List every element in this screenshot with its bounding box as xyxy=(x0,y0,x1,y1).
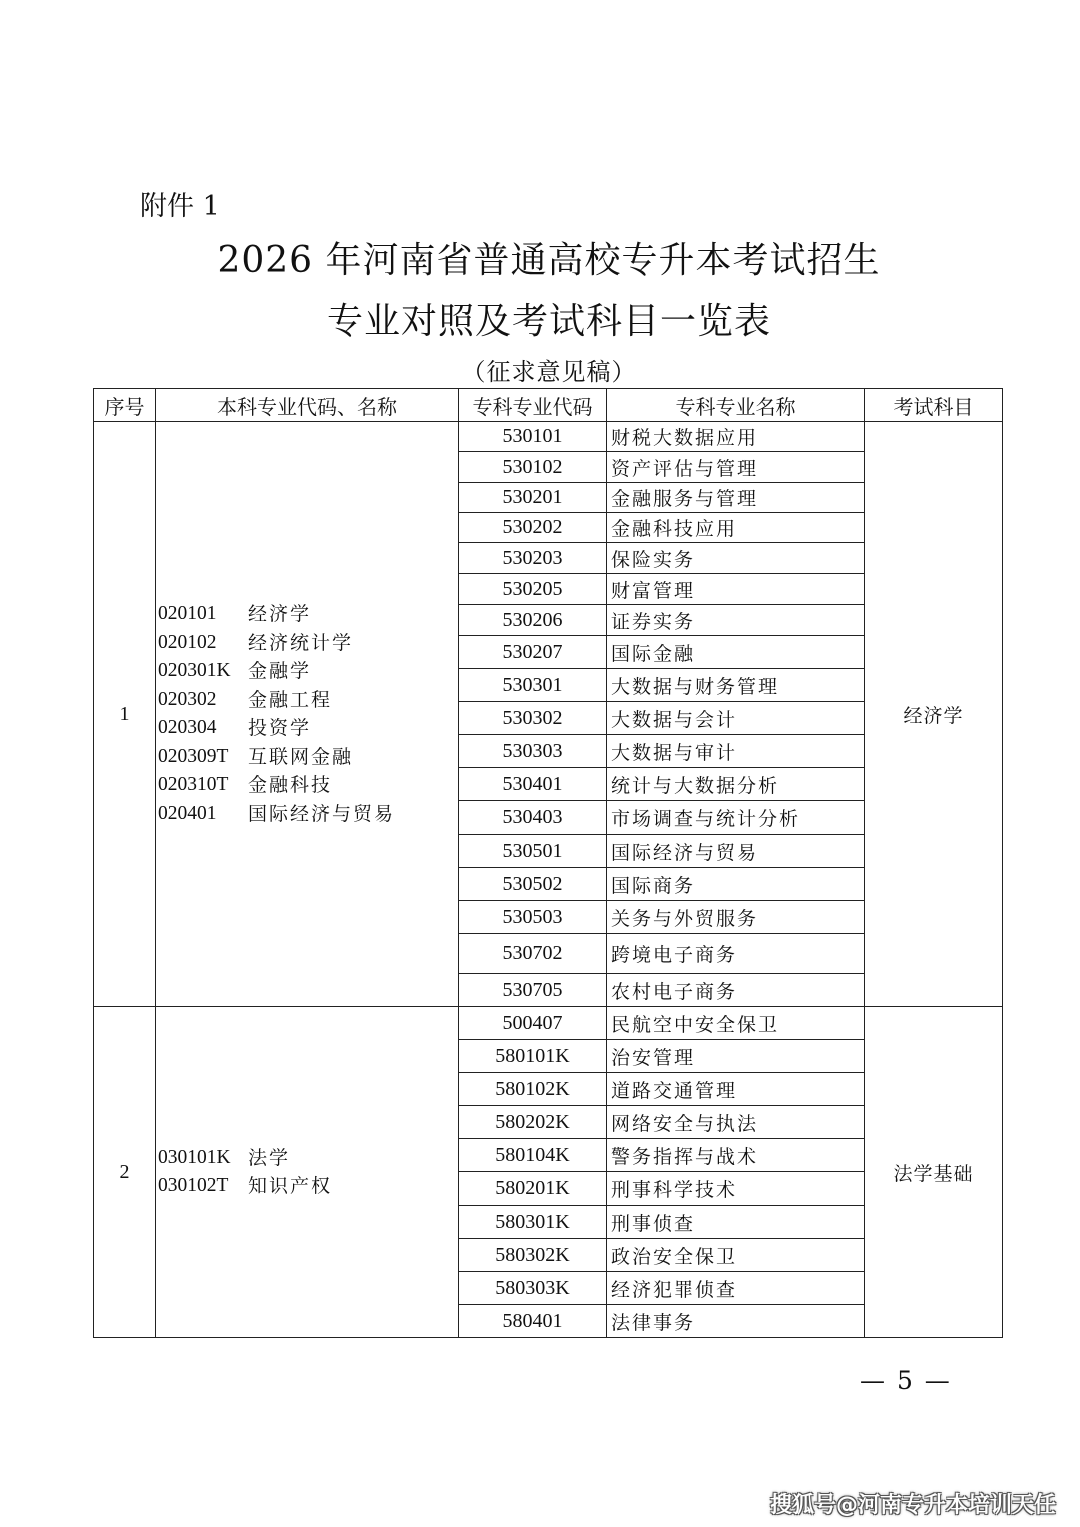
undergrad-major xyxy=(158,1172,458,1201)
table-body xyxy=(94,422,1003,1338)
major-code: 530302 xyxy=(459,702,607,735)
major-name: 民航空中安全保卫 xyxy=(607,1007,865,1040)
major-name: 道路交通管理 xyxy=(607,1073,865,1106)
undergrad-majors-cell xyxy=(156,422,459,1007)
major-code: 530301 xyxy=(459,669,607,702)
major-code: 580202K xyxy=(459,1106,607,1139)
undergrad-code: 030101K xyxy=(158,1146,231,1168)
undergrad-code: 020304 xyxy=(158,717,217,738)
undergrad-major xyxy=(158,1144,458,1173)
undergrad-name: 金融科技 xyxy=(248,774,333,796)
major-name: 刑事科学技术 xyxy=(607,1172,865,1206)
undergrad-major xyxy=(158,657,458,686)
major-name: 大数据与财务管理 xyxy=(607,669,865,702)
header-undergrad: 本科专业代码、名称 xyxy=(156,389,459,422)
undergrad-major xyxy=(158,629,458,658)
undergrad-code: 020301K xyxy=(158,660,231,681)
undergrad-major xyxy=(158,686,458,715)
major-name: 农村电子商务 xyxy=(607,974,865,1007)
major-name: 财税大数据应用 xyxy=(607,422,865,452)
major-code: 580302K xyxy=(459,1239,607,1272)
major-code: 500407 xyxy=(459,1007,607,1040)
undergrad-name: 国际经济与贸易 xyxy=(248,802,396,825)
major-name: 大数据与审计 xyxy=(607,735,865,768)
undergrad-major xyxy=(158,714,458,743)
major-code: 530207 xyxy=(459,636,607,669)
major-name: 市场调查与统计分析 xyxy=(607,801,865,835)
major-code: 530206 xyxy=(459,605,607,636)
major-code: 530303 xyxy=(459,735,607,768)
major-name: 金融服务与管理 xyxy=(607,483,865,513)
undergrad-major xyxy=(158,800,458,829)
major-name: 统计与大数据分析 xyxy=(607,768,865,801)
major-code: 530202 xyxy=(459,513,607,543)
major-code: 580104K xyxy=(459,1139,607,1172)
undergrad-name: 金融工程 xyxy=(248,688,333,711)
table-row xyxy=(94,422,1003,452)
page-number: — 5 — xyxy=(860,1366,952,1395)
major-name: 法律事务 xyxy=(607,1305,865,1338)
major-code: 530102 xyxy=(459,452,607,483)
major-name: 经济犯罪侦查 xyxy=(607,1272,865,1305)
undergrad-majors-cell xyxy=(156,1007,459,1338)
undergrad-name: 法学 xyxy=(248,1146,291,1169)
undergrad-major xyxy=(158,743,458,772)
undergrad-code: 020310T xyxy=(158,774,229,795)
major-comparison-table xyxy=(93,388,1003,1338)
undergrad-code: 020101 xyxy=(158,603,217,624)
major-name: 大数据与会计 xyxy=(607,702,865,735)
major-name: 关务与外贸服务 xyxy=(607,901,865,934)
major-name: 刑事侦查 xyxy=(607,1206,865,1239)
exam-subject: 法学基础 xyxy=(865,1007,1003,1338)
major-name: 国际经济与贸易 xyxy=(607,835,865,868)
undergrad-code: 020309T xyxy=(158,745,229,767)
major-name: 警务指挥与战术 xyxy=(607,1139,865,1172)
major-name: 政治安全保卫 xyxy=(607,1239,865,1272)
major-name: 跨境电子商务 xyxy=(607,934,865,974)
major-code: 580303K xyxy=(459,1272,607,1305)
group-seq: 1 xyxy=(94,422,156,1007)
table-row xyxy=(94,1007,1003,1040)
undergrad-code: 020102 xyxy=(158,631,217,653)
major-code: 580101K xyxy=(459,1040,607,1073)
major-code: 580201K xyxy=(459,1172,607,1206)
undergrad-name: 投资学 xyxy=(248,717,312,739)
attachment-label: 附件 1 xyxy=(140,191,220,222)
major-name: 资产评估与管理 xyxy=(607,452,865,483)
major-code: 530201 xyxy=(459,483,607,513)
undergrad-code: 030102T xyxy=(158,1175,229,1196)
watermark: 搜狐号@河南专升本培训天任 xyxy=(769,1493,1056,1518)
major-code: 530502 xyxy=(459,868,607,901)
major-name: 保险实务 xyxy=(607,543,865,574)
major-code: 530705 xyxy=(459,974,607,1007)
major-name: 金融科技应用 xyxy=(607,513,865,543)
major-code: 530501 xyxy=(459,835,607,868)
table-header-row xyxy=(94,389,1003,422)
draft-subtitle: （征求意见稿） xyxy=(461,358,637,386)
major-name: 治安管理 xyxy=(607,1040,865,1073)
header-exam-subject: 考试科目 xyxy=(865,389,1003,422)
document-title-line1: 2026 年河南省普通高校专升本考试招生 xyxy=(217,240,881,281)
undergrad-name: 经济学 xyxy=(248,603,312,625)
major-code: 580102K xyxy=(459,1073,607,1106)
undergrad-code: 020302 xyxy=(158,688,217,710)
exam-subject: 经济学 xyxy=(865,422,1003,1007)
header-seq: 序号 xyxy=(94,389,156,422)
major-name: 财富管理 xyxy=(607,574,865,605)
undergrad-code: 020401 xyxy=(158,802,217,824)
undergrad-major xyxy=(158,771,458,800)
undergrad-name: 经济统计学 xyxy=(248,631,354,654)
major-name: 网络安全与执法 xyxy=(607,1106,865,1139)
undergrad-name: 知识产权 xyxy=(248,1175,333,1197)
major-code: 530101 xyxy=(459,422,607,452)
major-code: 530702 xyxy=(459,934,607,974)
group-seq: 2 xyxy=(94,1007,156,1338)
major-code: 530205 xyxy=(459,574,607,605)
document-title-line2: 专业对照及考试科目一览表 xyxy=(326,301,771,342)
major-code: 530503 xyxy=(459,901,607,934)
undergrad-name: 互联网金融 xyxy=(248,745,354,768)
undergrad-major xyxy=(158,600,458,629)
header-major-name: 专科专业名称 xyxy=(607,389,865,422)
header-major-code: 专科专业代码 xyxy=(459,389,607,422)
major-code: 530401 xyxy=(459,768,607,801)
major-code: 530403 xyxy=(459,801,607,835)
major-name: 国际商务 xyxy=(607,868,865,901)
major-code: 530203 xyxy=(459,543,607,574)
major-code: 580301K xyxy=(459,1206,607,1239)
major-code: 580401 xyxy=(459,1305,607,1338)
major-name: 证券实务 xyxy=(607,605,865,636)
undergrad-name: 金融学 xyxy=(248,660,312,682)
major-name: 国际金融 xyxy=(607,636,865,669)
